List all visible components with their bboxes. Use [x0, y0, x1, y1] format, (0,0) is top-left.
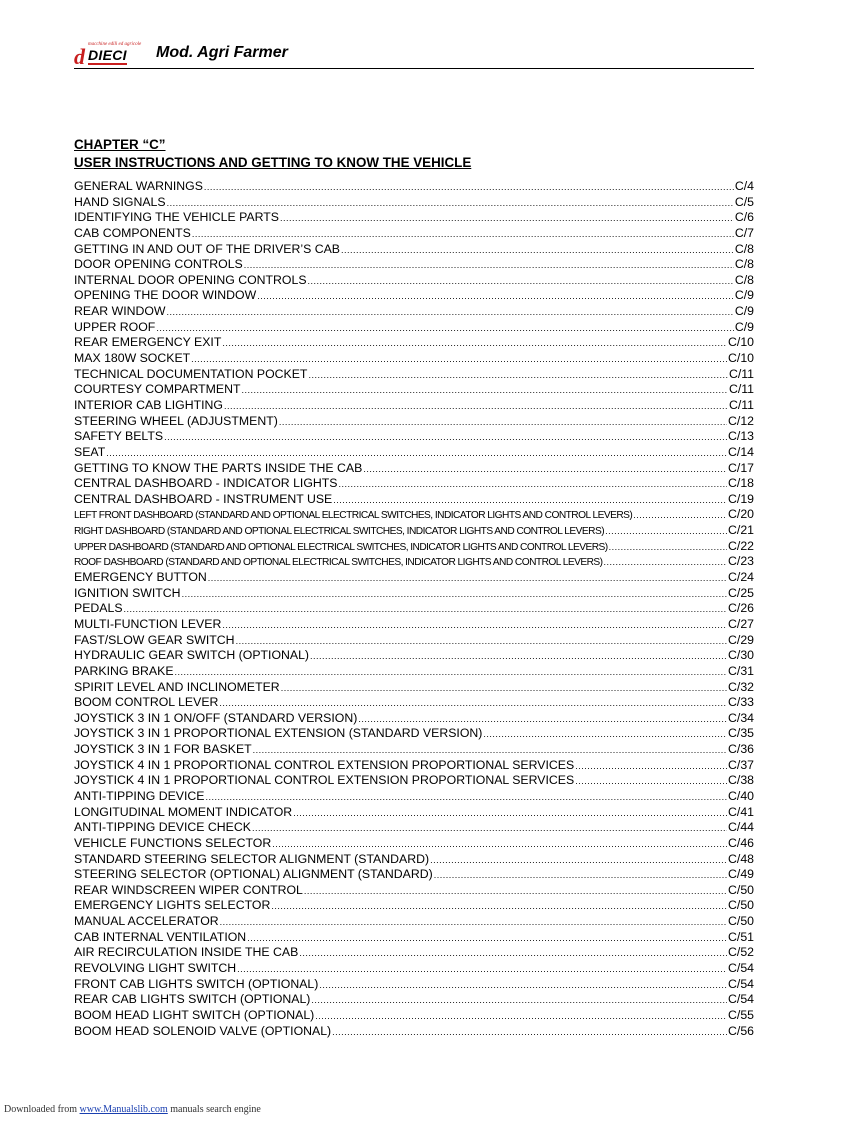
toc-entry-page: C/29 — [728, 632, 754, 647]
toc-entry-page: C/22 — [728, 538, 754, 553]
toc-entry[interactable] — [74, 461, 754, 477]
toc-entry[interactable] — [74, 257, 754, 273]
toc-dot-leader — [252, 821, 727, 836]
toc-dot-leader — [280, 211, 734, 226]
toc-entry-page: C/10 — [728, 335, 754, 350]
toc-dot-leader — [182, 587, 727, 602]
toc-entry-page: C/54 — [728, 976, 754, 991]
toc-entry-page: C/37 — [728, 757, 754, 772]
toc-entry-label: RIGHT DASHBOARD (STANDARD AND OPTIONAL ELECTRICAL SWITCHES, INDICATOR LIGHTS AND CONTROL LEVERS) — [74, 526, 605, 538]
toc-dot-leader — [244, 258, 734, 273]
toc-entry[interactable] — [74, 507, 754, 523]
table-of-contents — [74, 179, 754, 1039]
toc-entry-page: C/44 — [728, 820, 754, 835]
toc-entry[interactable] — [74, 351, 754, 367]
toc-entry-label: LONGITUDINAL MOMENT INDICATOR — [74, 804, 293, 819]
toc-entry[interactable] — [74, 1008, 754, 1024]
toc-entry-page: C/30 — [728, 648, 754, 663]
toc-entry-label: PEDALS — [74, 601, 123, 616]
toc-entry[interactable] — [74, 586, 754, 602]
toc-entry-page: C/9 — [734, 319, 754, 334]
toc-entry-page: C/34 — [728, 710, 754, 725]
toc-entry-page: C/49 — [728, 867, 754, 882]
toc-entry-page: C/11 — [728, 382, 754, 397]
toc-entry-label: STANDARD STEERING SELECTOR ALIGNMENT (STANDARD) — [74, 851, 430, 866]
toc-entry-page: C/8 — [734, 241, 754, 256]
logo-word: DIECI — [88, 47, 127, 63]
toc-entry-label: TECHNICAL DOCUMENTATION POCKET — [74, 366, 308, 381]
footer-prefix: Downloaded from — [4, 1104, 80, 1115]
toc-dot-leader — [219, 696, 727, 711]
toc-entry-label: SPIRIT LEVEL AND INCLINOMETER — [74, 679, 280, 694]
toc-entry-label: MULTI-FUNCTION LEVER — [74, 616, 222, 631]
toc-dot-leader — [257, 289, 734, 304]
toc-entry-page: C/27 — [728, 616, 754, 631]
toc-dot-leader — [358, 712, 727, 727]
toc-entry-label: COURTESY COMPARTMENT — [74, 382, 241, 397]
toc-entry-label: GENERAL WARNINGS — [74, 179, 203, 193]
toc-entry-page: C/5 — [734, 194, 754, 209]
toc-entry-page: C/17 — [728, 460, 754, 475]
toc-entry-label: VEHICLE FUNCTIONS SELECTOR — [74, 835, 272, 850]
toc-entry-label: GETTING TO KNOW THE PARTS INSIDE THE CAB — [74, 460, 363, 475]
manualslib-link[interactable]: www.Manualslib.com — [79, 1104, 168, 1115]
toc-entry[interactable] — [74, 664, 754, 680]
toc-entry[interactable] — [74, 523, 754, 539]
toc-entry-page: C/25 — [728, 585, 754, 600]
toc-entry-page: C/50 — [728, 898, 754, 913]
toc-entry-page: C/8 — [734, 272, 754, 287]
toc-dot-leader — [220, 915, 727, 930]
chapter-heading: CHAPTER “C” — [74, 137, 166, 152]
toc-entry-label: LEFT FRONT DASHBOARD (STANDARD AND OPTIONAL ELECTRICAL SWITCHES, INDICATOR LIGHTS AND CONTROL LEVERS) — [74, 510, 633, 522]
toc-entry-label: UPPER ROOF — [74, 319, 156, 334]
toc-dot-leader — [204, 180, 734, 195]
toc-dot-leader — [224, 399, 728, 414]
toc-entry-label: IDENTIFYING THE VEHICLE PARTS — [74, 210, 279, 225]
toc-entry-label: JOYSTICK 3 IN 1 PROPORTIONAL EXTENSION (STANDARD VERSION) — [74, 726, 483, 741]
toc-entry-label: REAR EMERGENCY EXIT — [74, 335, 222, 350]
toc-entry-page: C/14 — [728, 444, 754, 459]
toc-entry[interactable] — [74, 867, 754, 883]
toc-dot-leader — [333, 493, 727, 508]
toc-entry-page: C/24 — [728, 570, 754, 585]
toc-entry-label: FAST/SLOW GEAR SWITCH — [74, 632, 235, 647]
toc-dot-leader — [308, 274, 734, 289]
toc-entry-label: REAR CAB LIGHTS SWITCH (OPTIONAL) — [74, 992, 311, 1007]
toc-entry-label: HAND SIGNALS — [74, 194, 166, 209]
toc-dot-leader — [299, 946, 727, 961]
toc-entry[interactable] — [74, 930, 754, 946]
toc-dot-leader — [363, 462, 727, 477]
toc-entry-page: C/54 — [728, 961, 754, 976]
toc-entry[interactable] — [74, 992, 754, 1008]
toc-entry[interactable] — [74, 648, 754, 664]
toc-entry[interactable] — [74, 414, 754, 430]
toc-dot-leader — [271, 899, 727, 914]
toc-entry-label: REAR WINDSCREEN WIPER CONTROL — [74, 882, 303, 897]
toc-entry-label: FRONT CAB LIGHTS SWITCH (OPTIONAL) — [74, 976, 319, 991]
toc-entry[interactable] — [74, 680, 754, 696]
toc-entry-page: C/9 — [734, 304, 754, 319]
toc-entry-label: JOYSTICK 4 IN 1 PROPORTIONAL CONTROL EXTENSION PROPORTIONAL SERVICES — [74, 757, 575, 772]
toc-entry-label: BOOM HEAD SOLENOID VALVE (OPTIONAL) — [74, 1023, 332, 1038]
toc-dot-leader — [304, 884, 727, 899]
toc-dot-leader — [341, 243, 734, 258]
toc-entry-label: ROOF DASHBOARD (STANDARD AND OPTIONAL ELECTRICAL SWITCHES, INDICATOR LIGHTS AND CONTROL LEVERS) — [74, 557, 603, 569]
toc-entry-label: STEERING SELECTOR (OPTIONAL) ALIGNMENT (STANDARD) — [74, 867, 433, 882]
toc-entry[interactable] — [74, 617, 754, 633]
toc-entry-label: JOYSTICK 3 IN 1 ON/OFF (STANDARD VERSION) — [74, 710, 358, 725]
toc-entry[interactable] — [74, 429, 754, 445]
toc-entry[interactable] — [74, 242, 754, 258]
toc-dot-leader — [236, 634, 727, 649]
toc-dot-leader — [253, 743, 727, 758]
toc-entry-label: EMERGENCY BUTTON — [74, 570, 207, 585]
toc-entry-label: MAX 180W SOCKET — [74, 351, 191, 366]
toc-entry-page: C/35 — [728, 726, 754, 741]
toc-entry-page: C/7 — [734, 225, 754, 240]
toc-entry-label: SEAT — [74, 444, 106, 459]
toc-dot-leader — [319, 978, 727, 993]
toc-entry-page: C/10 — [728, 351, 754, 366]
logo-wordmark — [88, 47, 127, 63]
toc-entry[interactable] — [74, 961, 754, 977]
toc-entry[interactable] — [74, 554, 754, 570]
toc-entry-label: ANTI-TIPPING DEVICE — [74, 788, 205, 803]
toc-entry-label: CAB INTERNAL VENTILATION — [74, 929, 247, 944]
toc-entry-label: REAR WINDOW — [74, 304, 166, 319]
toc-dot-leader — [609, 540, 727, 555]
toc-entry[interactable] — [74, 977, 754, 993]
toc-entry[interactable] — [74, 195, 754, 211]
toc-entry-page: C/50 — [728, 882, 754, 897]
toc-entry[interactable] — [74, 836, 754, 852]
toc-dot-leader — [241, 383, 727, 398]
toc-dot-leader — [272, 837, 727, 852]
toc-entry[interactable] — [74, 711, 754, 727]
toc-dot-leader — [206, 790, 728, 805]
toc-entry[interactable] — [74, 742, 754, 758]
toc-entry-label: HYDRAULIC GEAR SWITCH (OPTIONAL) — [74, 648, 310, 663]
toc-entry-page: C/52 — [728, 945, 754, 960]
toc-entry-label: CENTRAL DASHBOARD - INSTRUMENT USE — [74, 491, 333, 506]
toc-entry-page: C/8 — [734, 257, 754, 272]
toc-entry[interactable] — [74, 210, 754, 226]
toc-dot-leader — [237, 962, 727, 977]
toc-entry-page: C/21 — [728, 523, 754, 538]
toc-entry[interactable] — [74, 492, 754, 508]
toc-entry[interactable] — [74, 288, 754, 304]
toc-entry-page: C/33 — [728, 695, 754, 710]
toc-dot-leader — [434, 868, 727, 883]
toc-entry-page: C/55 — [728, 1007, 754, 1022]
toc-entry[interactable] — [74, 398, 754, 414]
toc-dot-leader — [191, 352, 727, 367]
toc-dot-leader — [339, 477, 728, 492]
toc-entry[interactable] — [74, 304, 754, 320]
page-header — [74, 42, 754, 69]
download-footer — [4, 1104, 261, 1115]
toc-entry[interactable] — [74, 273, 754, 289]
toc-entry-label: GETTING IN AND OUT OF THE DRIVER’S CAB — [74, 241, 341, 256]
dieci-logo — [74, 42, 142, 69]
toc-dot-leader — [222, 618, 727, 633]
toc-entry-page: C/38 — [728, 773, 754, 788]
toc-entry[interactable] — [74, 367, 754, 383]
toc-entry[interactable] — [74, 226, 754, 242]
toc-entry-page: C/54 — [728, 992, 754, 1007]
toc-entry-label: AIR RECIRCULATION INSIDE THE CAB — [74, 945, 299, 960]
footer-suffix: manuals search engine — [167, 1104, 261, 1115]
toc-dot-leader — [310, 649, 727, 664]
toc-dot-leader — [156, 321, 734, 336]
toc-entry-page: C/46 — [728, 835, 754, 850]
toc-entry-page: C/23 — [728, 554, 754, 569]
toc-entry-page: C/48 — [728, 851, 754, 866]
toc-dot-leader — [605, 524, 727, 539]
toc-entry-page: C/51 — [728, 929, 754, 944]
toc-entry-label: BOOM CONTROL LEVER — [74, 695, 219, 710]
toc-entry-label: INTERNAL DOOR OPENING CONTROLS — [74, 272, 307, 287]
toc-dot-leader — [281, 681, 727, 696]
toc-entry-page: C/26 — [728, 601, 754, 616]
toc-entry-label: JOYSTICK 3 IN 1 FOR BASKET — [74, 742, 252, 757]
toc-dot-leader — [247, 931, 727, 946]
toc-dot-leader — [575, 759, 727, 774]
toc-entry-page: C/13 — [728, 429, 754, 444]
toc-entry[interactable] — [74, 179, 754, 195]
toc-entry-page: C/11 — [728, 366, 754, 381]
toc-dot-leader — [311, 993, 727, 1008]
toc-entry-page: C/20 — [728, 507, 754, 522]
toc-dot-leader — [293, 806, 727, 821]
toc-dot-leader — [222, 336, 727, 351]
toc-entry-label: PARKING BRAKE — [74, 663, 174, 678]
toc-entry[interactable] — [74, 914, 754, 930]
toc-entry-label: EMERGENCY LIGHTS SELECTOR — [74, 898, 271, 913]
toc-entry-page: C/9 — [734, 288, 754, 303]
toc-dot-leader — [332, 1025, 727, 1040]
toc-entry-label: REVOLVING LIGHT SWITCH — [74, 961, 237, 976]
toc-dot-leader — [633, 508, 727, 523]
toc-dot-leader — [124, 602, 727, 617]
toc-entry-page: C/41 — [728, 804, 754, 819]
toc-entry-label: ANTI-TIPPING DEVICE CHECK — [74, 820, 251, 835]
toc-dot-leader — [315, 1009, 727, 1024]
toc-dot-leader — [167, 196, 734, 211]
chapter-subtitle: USER INSTRUCTIONS AND GETTING TO KNOW THE VEHICLE — [74, 155, 472, 170]
toc-entry[interactable] — [74, 726, 754, 742]
toc-entry-page: C/56 — [728, 1023, 754, 1038]
toc-dot-leader — [308, 368, 728, 383]
toc-entry-label: BOOM HEAD LIGHT SWITCH (OPTIONAL) — [74, 1007, 315, 1022]
toc-entry-page: C/4 — [734, 179, 754, 193]
toc-entry-label: MANUAL ACCELERATOR — [74, 914, 219, 929]
toc-entry[interactable] — [74, 945, 754, 961]
toc-entry[interactable] — [74, 758, 754, 774]
toc-dot-leader — [192, 227, 734, 242]
toc-entry[interactable] — [74, 695, 754, 711]
toc-entry[interactable] — [74, 789, 754, 805]
logo-tagline: macchine edili ed agricole — [88, 42, 142, 47]
toc-entry-page: C/32 — [728, 679, 754, 694]
toc-dot-leader — [175, 665, 727, 680]
toc-entry-label: DOOR OPENING CONTROLS — [74, 257, 243, 272]
toc-dot-leader — [208, 571, 727, 586]
toc-entry-page: C/12 — [728, 413, 754, 428]
toc-entry-label: UPPER DASHBOARD (STANDARD AND OPTIONAL ELECTRICAL SWITCHES, INDICATOR LIGHTS AND CONTROL LEVERS) — [74, 541, 608, 553]
toc-dot-leader — [604, 555, 727, 570]
toc-entry-label: OPENING THE DOOR WINDOW — [74, 288, 257, 303]
toc-entry[interactable] — [74, 476, 754, 492]
toc-entry-label: JOYSTICK 4 IN 1 PROPORTIONAL CONTROL EXTENSION PROPORTIONAL SERVICES — [74, 773, 575, 788]
model-title: Mod. Agri Farmer — [156, 44, 288, 61]
toc-dot-leader — [279, 415, 727, 430]
toc-dot-leader — [430, 853, 727, 868]
toc-dot-leader — [106, 446, 727, 461]
toc-entry-page: C/50 — [728, 914, 754, 929]
toc-entry[interactable] — [74, 570, 754, 586]
toc-dot-leader — [164, 430, 727, 445]
toc-entry[interactable] — [74, 601, 754, 617]
toc-entry[interactable] — [74, 382, 754, 398]
toc-entry-label: STEERING WHEEL (ADJUSTMENT) — [74, 413, 278, 428]
toc-entry[interactable] — [74, 883, 754, 899]
toc-entry[interactable] — [74, 898, 754, 914]
toc-entry[interactable] — [74, 335, 754, 351]
toc-entry[interactable] — [74, 852, 754, 868]
toc-entry[interactable] — [74, 539, 754, 555]
toc-entry-label: CAB COMPONENTS — [74, 225, 191, 240]
toc-entry-label: IGNITION SWITCH — [74, 585, 181, 600]
toc-entry-page: C/19 — [728, 491, 754, 506]
toc-entry[interactable] — [74, 773, 754, 789]
toc-entry[interactable] — [74, 805, 754, 821]
toc-entry[interactable] — [74, 1024, 754, 1040]
toc-entry[interactable] — [74, 320, 754, 336]
toc-entry-page: C/40 — [728, 788, 754, 803]
toc-dot-leader — [575, 774, 727, 789]
logo-letter: d — [74, 44, 85, 69]
toc-entry-page: C/36 — [728, 742, 754, 757]
toc-entry-label: INTERIOR CAB LIGHTING — [74, 397, 223, 412]
toc-dot-leader — [167, 305, 734, 320]
toc-entry-page: C/11 — [728, 397, 754, 412]
toc-entry-label: CENTRAL DASHBOARD - INDICATOR LIGHTS — [74, 476, 338, 491]
toc-entry[interactable] — [74, 633, 754, 649]
toc-entry-page: C/6 — [734, 210, 754, 225]
toc-entry-label: SAFETY BELTS — [74, 429, 164, 444]
toc-entry[interactable] — [74, 445, 754, 461]
toc-entry-page: C/18 — [728, 476, 754, 491]
toc-dot-leader — [483, 727, 727, 742]
toc-entry[interactable] — [74, 820, 754, 836]
toc-entry-page: C/31 — [728, 663, 754, 678]
